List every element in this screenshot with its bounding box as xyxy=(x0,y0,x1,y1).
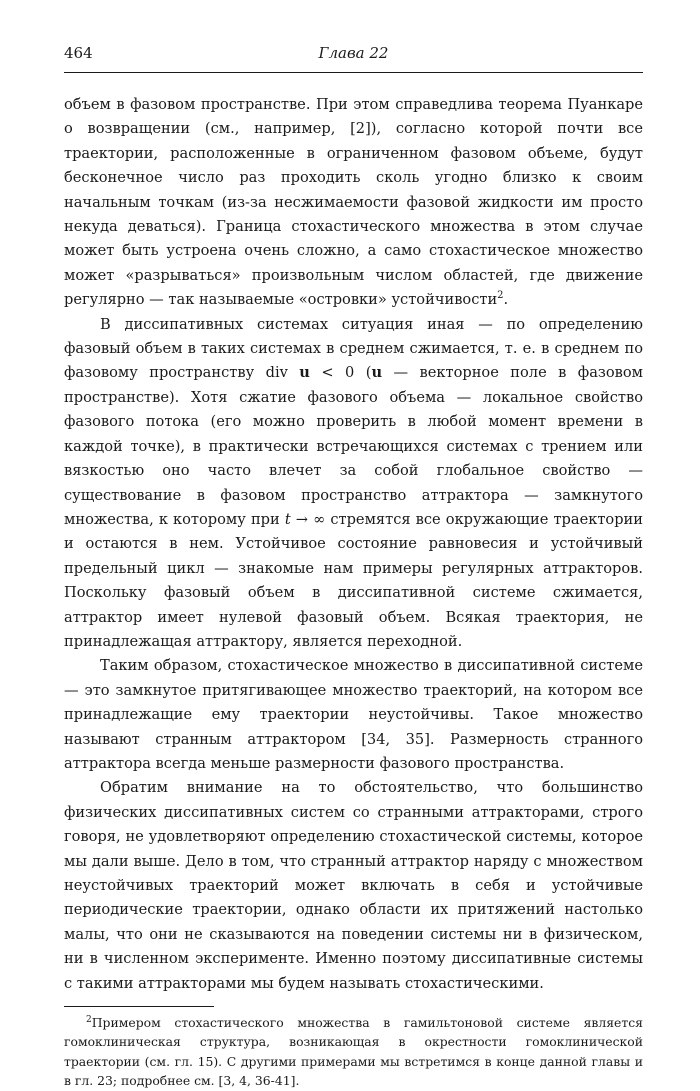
paragraph-1-end: . xyxy=(503,291,509,309)
page-number: 464 xyxy=(64,44,93,62)
vector-u: u xyxy=(299,364,310,382)
paragraph-2-text-b: < 0 ( xyxy=(309,364,372,382)
header-rule xyxy=(64,72,643,73)
footnote-reference[interactable]: 2 xyxy=(497,290,504,302)
paragraph-2-text-c: — векторное поле в фазовом пространстве). Хотя сжатие фазового объема — локальное свойство фазового потока (его можно проверить в любой момент времени в каждой точке), в практически встречающихся системах с трением или вязкостью оно часто влечет за собой глобальное свойство — существование в фазовом пространство аттрактора — замкнутого множества, к которому при xyxy=(64,364,644,528)
time-variable: t xyxy=(284,510,291,528)
vector-u: u xyxy=(371,364,383,382)
body-text xyxy=(64,93,643,996)
chapter-title: Глава 22 xyxy=(318,44,389,62)
paragraph-1-text: объем в фазовом пространстве. При этом справедлива теорема Пуанкаре о возвращении (см., например, [2]), согласно которой почти все траектории, расположенные в ограниченном фазовом объеме, будут бесконечное число раз проходить сколь угодно близко к своим начальным точкам (из-за несжимаемости фазовой жидкости им просто некуда деваться). Граница стохастического множества в этом случае может быть устроена очень сложно, а само стохастическое множество может «разрываться» произвольным числом областей, где движение регулярно — так называемые «островки» устойчивости xyxy=(64,96,643,309)
footnote-text: Примером стохастического множества в гамильтоновой системе является гомоклиническая структура, возникающая в окрестности гомоклинической траектории (см. гл. 15). С другими примерами мы встретимся в конце данной главы и в гл. 23; подробнее см. [3, 4, 36-41]. xyxy=(64,1015,643,1089)
footnote-rule xyxy=(64,1006,214,1007)
paragraph-4: Обратим внимание на то обстоятельство, что большинство физических диссипативных систем со странными аттракторами, строго говоря, не удовлетворяют определению стохастической системы, которое мы дали выше. Дело в том, что странный аттрактор наряду с множеством неустойчивых траекторий может включать в себя и устойчивые периодические траектории, однако области их притяжений настолько малы, что они не сказываются на поведении системы ни в физическом, ни в численном эксперименте. Именно поэтому диссипативные системы с такими аттракторами мы будем называть стохастическими. xyxy=(64,779,643,992)
footnote-mark: 2 xyxy=(86,1014,92,1025)
paragraph-2 xyxy=(64,313,643,655)
paragraph-1 xyxy=(64,93,643,313)
running-head xyxy=(64,44,643,68)
paragraph-3: Таким образом, стохастическое множество в диссипативной системе — это замкнутое притягивающее множество траекторий, на котором все принадлежащие ему траектории неустойчивы. Такое множество называют странным аттрактором [34, 35]. Размерность странного аттрактора всегда меньше размерности фазового пространства. xyxy=(64,657,643,772)
footnote xyxy=(64,1013,643,1091)
paragraph-2-text-a: В диссипативных системах ситуация иная — по определению фазовый объем в таких системах в среднем сжимается, т. е. в среднем по фазовому пространству div xyxy=(64,315,643,382)
paragraph-2-text-d: → ∞ стремятся все окружающие траектории и остаются в нем. Устойчивое состояние равновесия и устойчивый предельный цикл — знакомые нам примеры регулярных аттракторов. Поскольку фазовый объем в диссипативной системе сжимается, аттрактор имеет нулевой фазовый объем. Всякая траектория, не принадлежащая аттрактору, является переходной. xyxy=(64,510,643,650)
